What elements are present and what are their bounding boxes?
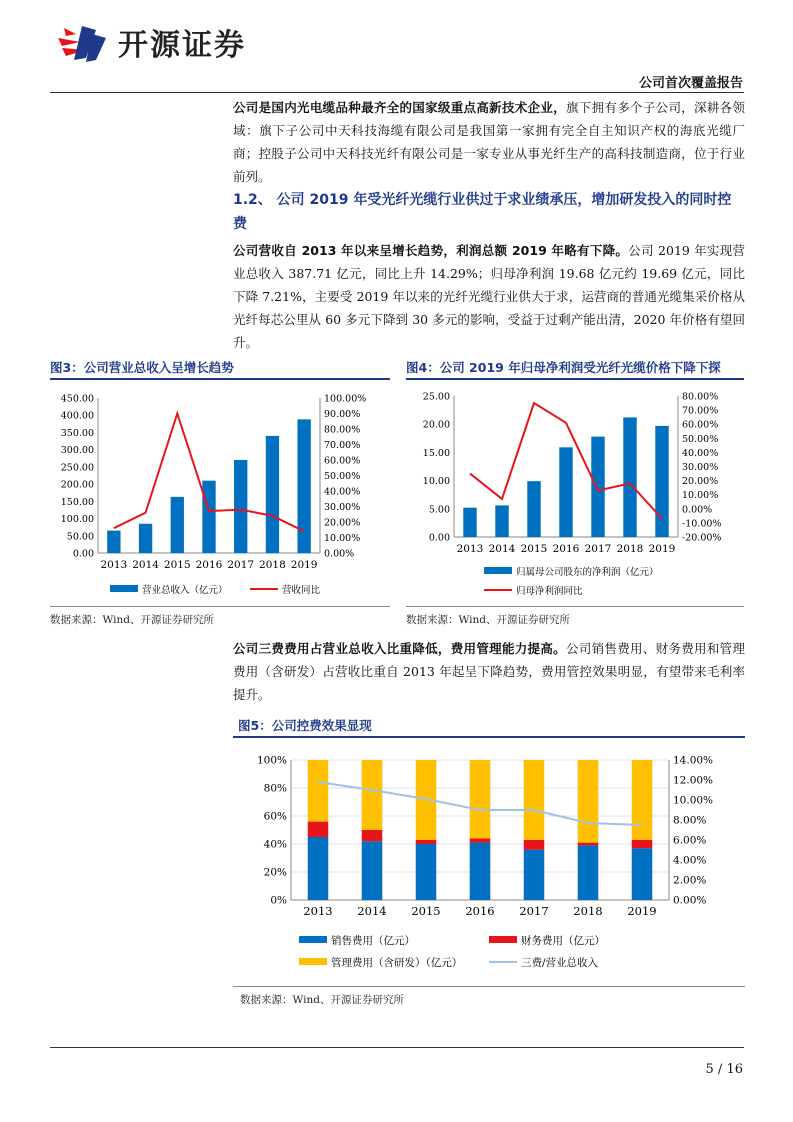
fig3-y2tick: 0.00%: [324, 548, 355, 560]
fig5-legend-swatch-1: [489, 936, 517, 943]
fig4-bar: [655, 426, 668, 537]
fig3-legend-swatch-0: [110, 585, 138, 592]
fig4-y2tick: 70.00%: [682, 405, 719, 417]
fig5-bar-2: [632, 760, 653, 840]
fig3-y2tick: 90.00%: [324, 409, 361, 420]
fig5-legend-label-2: 管理费用（含研发）（亿元）: [331, 957, 463, 969]
fig5-bar-0: [578, 845, 599, 900]
fig4-y2tick: 10.00%: [682, 490, 719, 502]
fig5-ytick: 100%: [256, 754, 287, 767]
fig3-ytick: 200.00: [60, 479, 94, 491]
fig4-chart: [406, 382, 744, 604]
fig3-y2tick: 70.00%: [324, 440, 361, 451]
fig5-bar-2: [470, 760, 491, 838]
fig5-bar-2: [308, 760, 329, 822]
fig3-ytick: 0.00: [72, 548, 94, 560]
para2-bold: 公司三费费用占营业总收入比重降低，费用管理能力提高。: [233, 641, 566, 656]
fig3-bar: [107, 531, 120, 553]
fig3-bar: [139, 524, 152, 553]
fig4-ytick: 5.00: [428, 504, 450, 516]
fig5-ytick: 20%: [263, 866, 287, 879]
fig5-title: 图5：公司控费效果显现: [238, 718, 372, 733]
fig4-xtick: 2014: [488, 543, 516, 555]
fig5-bar-2: [578, 760, 599, 843]
fig5-bottom-rule: [233, 986, 745, 987]
fig5-bar-2: [524, 760, 545, 840]
fig4-y2tick: 20.00%: [682, 476, 719, 488]
fig5-bar-0: [308, 837, 329, 900]
fig5-source: 数据来源：Wind、开源证券研究所: [240, 994, 404, 1006]
expense-paragraph: [233, 637, 745, 706]
brand-logo-icon: [56, 20, 110, 64]
fig3-y2tick: 40.00%: [324, 486, 361, 498]
header-divider: [50, 92, 744, 93]
revenue-paragraph: [233, 239, 745, 354]
fig3-ytick: 400.00: [60, 410, 94, 422]
fig3-ytick: 350.00: [60, 427, 94, 439]
fig5-bar-1: [470, 838, 491, 842]
fig4-y2tick: -20.00%: [682, 532, 722, 544]
fig5-xtick: 2014: [357, 904, 387, 918]
fig5-y2tick: 6.00%: [673, 834, 707, 847]
fig3-legend-label-0: 营业总收入（亿元）: [142, 585, 228, 596]
fig4-bar: [527, 481, 540, 537]
fig3-title-rule: [50, 378, 390, 380]
fig5-bar-0: [416, 844, 437, 900]
fig3-chart: [50, 382, 390, 604]
fig3-bar: [171, 497, 184, 553]
fig4-y2tick: 80.00%: [682, 391, 719, 403]
fig5-y2tick: 8.00%: [673, 814, 707, 827]
fig4-bar: [559, 447, 572, 537]
fig3-y2tick: 60.00%: [324, 455, 361, 467]
fig5-ytick: 80%: [263, 782, 287, 795]
fig5-xtick: 2013: [303, 904, 333, 918]
fig5-ytick: 60%: [263, 810, 287, 823]
fig3-y2tick: 100.00%: [324, 393, 367, 405]
fig3-ytick: 300.00: [60, 445, 94, 457]
fig5-bar-2: [362, 760, 383, 830]
fig3-xtick: 2019: [290, 559, 318, 571]
fig5-bar-0: [524, 850, 545, 900]
brand-name: 开源证券: [118, 28, 246, 63]
fig3-y2tick: 20.00%: [324, 517, 361, 529]
fig5-title-rule: [233, 736, 745, 738]
fig5-xtick: 2019: [627, 904, 657, 918]
fig3-ytick: 450.00: [60, 393, 94, 405]
fig4-bar: [495, 505, 508, 537]
fig5-bar-1: [578, 843, 599, 846]
fig4-y2tick: 50.00%: [682, 433, 719, 445]
fig4-xtick: 2017: [584, 543, 612, 555]
fig5-bar-1: [308, 822, 329, 837]
fig4-xtick: 2016: [552, 543, 580, 555]
intro-paragraph: [233, 96, 745, 188]
fig5-legend-label-3: 三费/营业总收入: [521, 957, 599, 969]
fig4-bottom-rule: [406, 606, 744, 607]
fig5-bar-1: [362, 830, 383, 841]
intro-bold: 公司是国内光电缆品种最齐全的国家级重点高新技术企业，: [233, 100, 566, 115]
fig5-bar-1: [524, 840, 545, 850]
fig4-bar: [591, 437, 604, 537]
fig5-bar-1: [632, 840, 653, 848]
fig4-ytick: 20.00: [422, 419, 450, 431]
fig3-y2tick: 80.00%: [324, 424, 361, 436]
fig3-title: 图3：公司营业总收入呈增长趋势: [50, 360, 234, 375]
fig4-legend-label-1: 归母净利润同比: [516, 586, 583, 597]
fig4-y2tick: -10.00%: [682, 518, 722, 530]
fig5-y2tick: 4.00%: [673, 854, 707, 867]
fig5-bar-1: [416, 840, 437, 844]
fig4-xtick: 2019: [648, 543, 676, 555]
fig5-xtick: 2016: [465, 904, 495, 918]
intro-text: 旗下拥有多个子公司，深耕各领域：旗下子公司中天科技海缆有限公司是我国第一家拥有完全自主知识产权的海底光缆厂商；控股子公司中天科技光纤有限公司是一家专业从事光纤生产的高科技制造商，位于行业前列。: [233, 100, 745, 184]
fig5-legend-swatch-2: [299, 958, 327, 965]
fig5-chart: [233, 740, 745, 984]
fig4-xtick: 2015: [520, 543, 548, 555]
fig3-ytick: 50.00: [66, 531, 94, 543]
fig3-xtick: 2018: [259, 559, 286, 571]
fig3-ytick: 250.00: [60, 462, 94, 474]
fig4-ytick: 0.00: [428, 532, 450, 544]
fig4-ytick: 15.00: [422, 447, 450, 459]
fig3-xtick: 2017: [227, 559, 255, 571]
fig4-source: 数据来源：Wind、开源证券研究所: [406, 614, 570, 626]
fig5-y2tick: 2.00%: [673, 874, 707, 887]
fig5-bar-0: [470, 843, 491, 900]
fig5-y2tick: 10.00%: [673, 794, 714, 807]
fig4-y2tick: 40.00%: [682, 447, 719, 459]
fig5-xtick: 2015: [411, 904, 441, 918]
fig5-bar-0: [362, 841, 383, 900]
fig3-bar: [266, 436, 279, 553]
fig4-y2tick: 60.00%: [682, 419, 719, 431]
fig3-bar: [202, 481, 215, 553]
fig5-xtick: 2018: [573, 904, 603, 918]
para1-bold: 公司营收自 2013 年以来呈增长趋势，利润总额 2019 年略有下降。: [233, 243, 629, 258]
fig5-ytick: 0%: [270, 894, 287, 907]
fig5-legend-label-0: 销售费用（亿元）: [331, 935, 415, 947]
fig5-bar-0: [632, 848, 653, 900]
section-heading: 1.2、 公司 2019 年受光纤光缆行业供过于求业绩承压，增加研发投入的同时控费: [233, 192, 732, 232]
fig3-legend-label-1: 营收同比: [282, 585, 321, 596]
fig4-title: 图4：公司 2019 年归母净利润受光纤光缆价格下降下探: [406, 360, 721, 375]
fig3-y2tick: 10.00%: [324, 533, 361, 544]
fig5-legend-label-1: 财务费用（亿元）: [521, 935, 605, 947]
fig3-ytick: 100.00: [60, 514, 94, 526]
fig3-y2tick: 30.00%: [324, 502, 361, 513]
fig5-y2tick: 14.00%: [673, 754, 714, 767]
page-number: 5 / 16: [705, 1062, 743, 1077]
fig5-y2tick: 12.00%: [673, 774, 714, 787]
fig3-bar: [297, 419, 310, 553]
fig4-ytick: 25.00: [422, 391, 450, 403]
fig3-xtick: 2014: [132, 559, 159, 571]
fig4-xtick: 2018: [616, 543, 644, 555]
fig4-xtick: 2013: [456, 543, 484, 555]
fig3-y2tick: 50.00%: [324, 471, 361, 482]
fig3-source: 数据来源：Wind、开源证券研究所: [50, 614, 214, 626]
fig4-ytick: 10.00: [422, 476, 450, 488]
fig3-xtick: 2016: [195, 559, 223, 571]
fig4-legend-label-0: 归属母公司股东的净利润（亿元）: [516, 567, 659, 578]
fig3-xtick: 2013: [100, 559, 128, 571]
para1-text: 公司 2019 年实现营业总收入 387.71 亿元，同比上升 14.29%；归母净利润 19.68 亿元约 19.69 亿元，同比下降 7.21%，主要受 2019 年以来的光纤光缆行业供大于求，运营商的普通光缆集采价格从光纤每芯公里从 60 多元下降到 30 多元的影响，受益于过剩产能出清，2020 年价格有望回升。: [233, 243, 745, 350]
report-type: 公司首次覆盖报告: [638, 76, 743, 91]
fig4-y2tick: 0.00%: [682, 504, 713, 516]
fig3-bottom-rule: [50, 606, 390, 607]
fig3-ytick: 150.00: [60, 496, 94, 508]
fig4-y2tick: 30.00%: [682, 462, 719, 473]
fig4-legend-swatch-0: [484, 567, 512, 574]
fig4-title-rule: [406, 378, 744, 380]
fig4-bar: [623, 417, 636, 537]
footer-divider: [50, 1047, 744, 1048]
fig5-y2tick: 0.00%: [673, 894, 707, 907]
fig3-bar: [234, 460, 247, 553]
brand-logo: [56, 20, 246, 64]
fig5-legend-swatch-0: [299, 936, 327, 943]
fig3-xtick: 2015: [163, 559, 191, 571]
fig5-xtick: 2017: [519, 904, 549, 918]
fig5-ytick: 40%: [263, 838, 287, 851]
fig4-bar: [463, 508, 476, 537]
para2-text: 公司销售费用、财务费用和管理费用（含研发）占营收比重自 2013 年起呈下降趋势，费用管控效果明显，有望带来毛利率提升。: [233, 641, 745, 702]
